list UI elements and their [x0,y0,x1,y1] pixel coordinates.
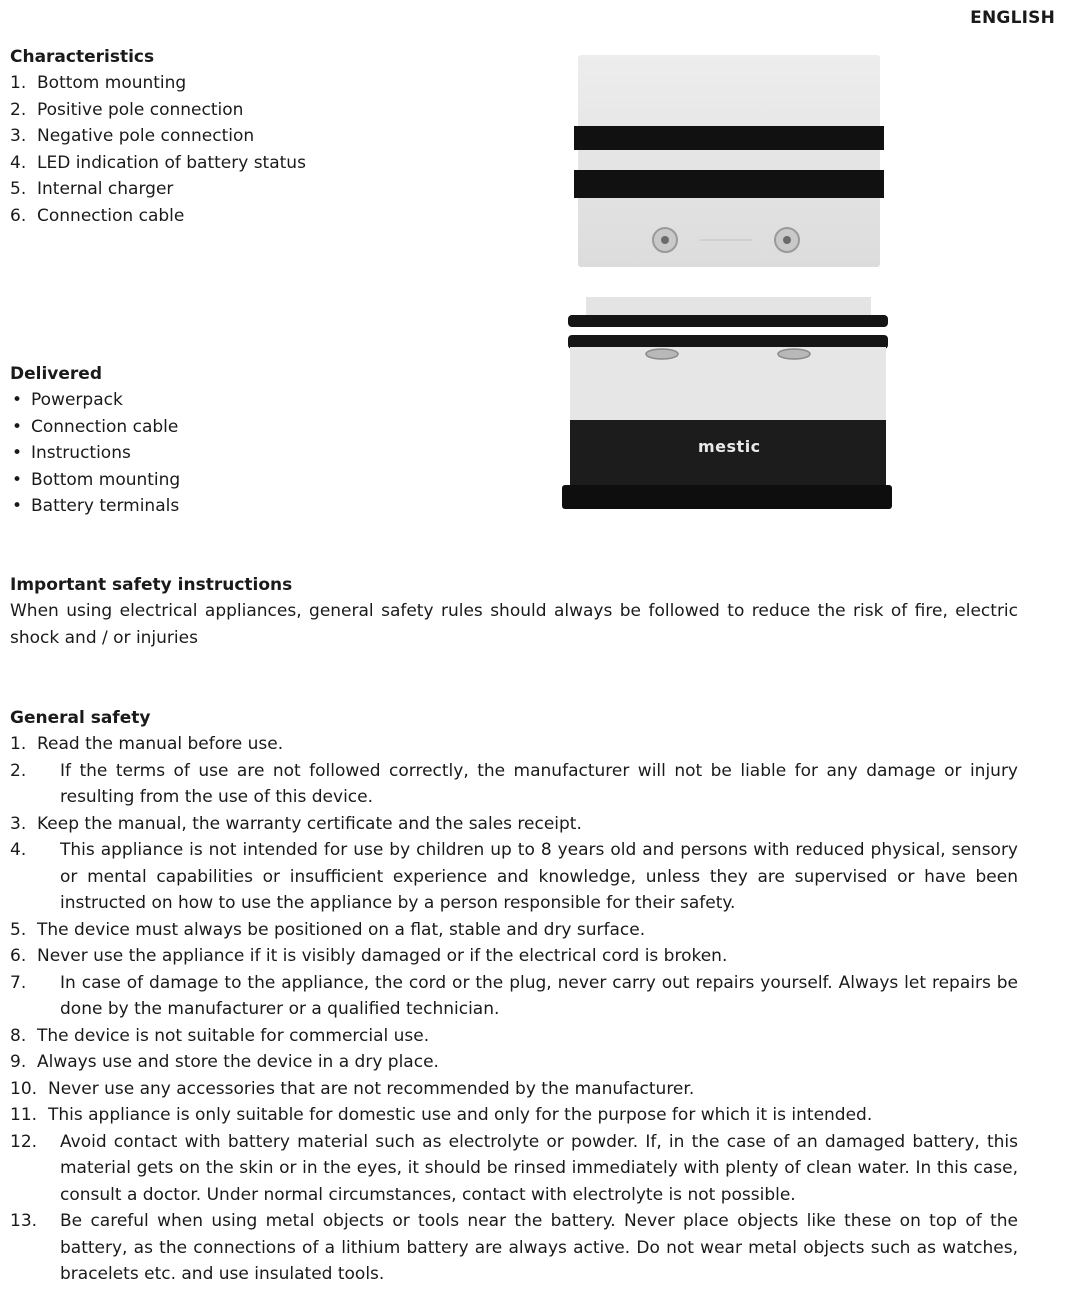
language-label: ENGLISH [970,8,1055,28]
list-item: 8. The device is not suitable for commercial use. [10,1025,430,1046]
list-item: 12. Avoid contact with battery material such as electrolyte or powder. If, in the case of an damaged battery, this material gets on the skin or in the eyes, it should be rinsed immediately with plenty of clean water. In this case, consult a doctor. Under normal circumstances, contact with electrolyte is not possible. [10,1131,1018,1205]
list-item: 2. If the terms of use are not followed correctly, the manufacturer will not be liable for any damage or injury resulting from the use of this device. [10,760,1018,807]
characteristics-section [10,44,306,229]
list-item: 9. Always use and store the device in a dry place. [10,1052,439,1072]
list-item: 2. Positive pole connection [10,99,244,120]
list-item: 10. Never use any accessories that are not recommended by the manufacturer. [10,1078,695,1099]
list-item: 6. Connection cable [10,205,185,226]
safety-section [10,572,1018,651]
list-item: • Connection cable [12,416,179,437]
brand-logo: mestic [698,437,761,456]
battery-front-view-image [558,295,896,513]
battery-top-view-image [572,52,885,270]
safety-text: When using electrical appliances, general safety rules should always be followed to reduce the risk of fire, electric shock and / or injuries [10,601,1018,648]
list-item: 5. The device must always be positioned on a flat, stable and dry surface. [10,919,646,940]
general-safety-section [10,705,1018,1288]
list-item: • Powerpack [12,390,123,410]
delivered-section [10,361,180,520]
list-item: 1. Bottom mounting [10,73,187,93]
general-safety-heading: General safety [10,708,151,728]
list-item: 11. This appliance is only suitable for domestic use and only for the purpose for which it is intended. [10,1105,873,1125]
list-item: • Bottom mounting [12,469,181,490]
delivered-heading: Delivered [10,364,102,384]
list-item: 4. LED indication of battery status [10,152,306,173]
characteristics-heading: Characteristics [10,47,155,67]
general-safety-list [10,731,1018,1288]
list-item: 1. Read the manual before use. [10,734,284,754]
list-item: • Battery terminals [12,496,180,516]
characteristics-list [10,70,306,229]
list-item: 6. Never use the appliance if it is visibly damaged or if the electrical cord is broken. [10,946,728,966]
list-item: 3. Negative pole connection [10,126,255,146]
list-item: • Instructions [12,443,131,463]
list-item: 7. In case of damage to the appliance, the cord or the plug, never carry out repairs yourself. Always let repairs be done by the manufacturer or a qualified technician. [10,972,1018,1019]
delivered-list [10,387,180,520]
list-item: 5. Internal charger [10,179,174,199]
list-item: 13. Be careful when using metal objects or tools near the battery. Never place objects like these on top of the battery, as the connections of a lithium battery are always active. Do not wear metal objects such as watches, bracelets etc. and use insulated tools. [10,1211,1018,1284]
list-item: 4. This appliance is not intended for use by children up to 8 years old and persons with reduced physical, sensory or mental capabilities or insufficient experience and knowledge, unless they are supervised or have been instructed on how to use the appliance by a person responsible for their safety. [10,840,1018,913]
list-item: 3. Keep the manual, the warranty certificate and the sales receipt. [10,813,582,834]
safety-heading: Important safety instructions [10,575,293,595]
